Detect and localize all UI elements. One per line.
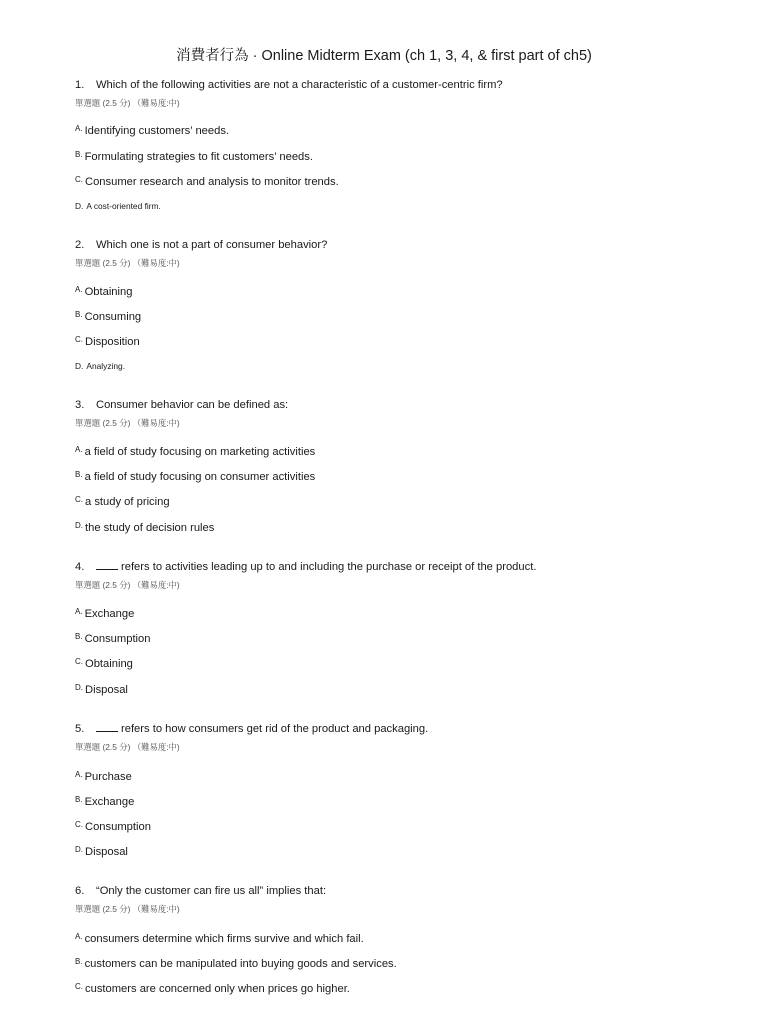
question-meta: 單選題 (2.5 分) （難易度:中)	[75, 904, 180, 914]
option-letter: A.	[75, 770, 83, 779]
option-letter: A.	[75, 124, 83, 133]
question-5	[75, 721, 715, 858]
option-letter: D.	[75, 201, 84, 211]
option-text: Obtaining	[85, 658, 133, 670]
option-a[interactable]	[75, 282, 132, 300]
question-prompt	[75, 559, 715, 575]
option-a[interactable]	[75, 442, 315, 460]
option-c[interactable]	[75, 654, 133, 672]
option-b[interactable]	[75, 307, 141, 325]
option-letter: C.	[75, 335, 83, 344]
option-text: Disposal	[85, 684, 128, 696]
option-text: the study of decision rules	[85, 522, 215, 534]
question-number: 1.	[75, 79, 85, 91]
option-letter: B.	[75, 470, 83, 479]
option-b[interactable]	[75, 147, 313, 165]
option-b[interactable]	[75, 792, 134, 810]
question-meta: 單選題 (2.5 分) （難易度:中)	[75, 98, 180, 108]
fill-in-blank	[96, 559, 118, 570]
option-c[interactable]	[75, 492, 170, 510]
option-a[interactable]	[75, 767, 132, 785]
option-text: a field of study focusing on marketing activities	[84, 446, 316, 458]
option-letter: D.	[75, 521, 83, 530]
option-text: customers can be manipulated into buying goods and services.	[84, 958, 397, 970]
option-letter: B.	[75, 957, 83, 966]
option-letter: A.	[75, 932, 83, 941]
option-text: A cost-oriented firm.	[86, 201, 161, 211]
question-text: Which one is not a part of consumer behavior?	[96, 239, 328, 251]
question-prompt	[75, 237, 715, 253]
option-text: a field of study focusing on consumer activities	[84, 471, 316, 483]
option-text: Disposition	[85, 336, 140, 348]
question-prompt	[75, 721, 715, 737]
option-letter: B.	[75, 310, 83, 319]
option-b[interactable]	[75, 467, 315, 485]
question-3	[75, 397, 715, 534]
option-letter: D.	[75, 361, 84, 371]
option-d[interactable]	[75, 357, 125, 374]
option-text: Exchange	[84, 796, 135, 808]
option-c[interactable]	[75, 817, 151, 835]
option-letter: C.	[75, 657, 83, 666]
option-text: Consumption	[85, 821, 151, 833]
option-d[interactable]	[75, 680, 128, 698]
option-text: Obtaining	[84, 286, 133, 298]
option-text: customers are concerned only when prices go higher.	[85, 983, 350, 995]
option-b[interactable]	[75, 629, 150, 647]
exam-title: 消費者行為 · Online Midterm Exam (ch 1, 3, 4, & first part of ch5)	[176, 48, 592, 64]
option-letter: B.	[75, 632, 83, 641]
question-2	[75, 237, 715, 371]
question-number: 2.	[75, 239, 85, 251]
option-letter: A.	[75, 445, 83, 454]
question-text: Which of the following activities are not a characteristic of a customer-centric firm?	[96, 79, 503, 91]
question-text: refers to how consumers get rid of the product and packaging.	[121, 723, 429, 735]
question-number: 4.	[75, 561, 85, 573]
option-text: Disposal	[85, 846, 128, 858]
option-d[interactable]	[75, 842, 128, 860]
question-meta: 單選題 (2.5 分) （難易度:中)	[75, 258, 180, 268]
option-text: Consumer research and analysis to monitor trends.	[85, 176, 339, 188]
question-text: “Only the customer can fire us all” implies that:	[96, 885, 327, 897]
option-text: consumers determine which firms survive and which fail.	[84, 933, 364, 945]
option-b[interactable]	[75, 954, 397, 972]
question-meta: 單選題 (2.5 分) （難易度:中)	[75, 742, 180, 752]
option-text: Exchange	[84, 608, 135, 620]
question-prompt	[75, 397, 715, 413]
question-text: refers to activities leading up to and including the purchase or receipt of the product.	[121, 561, 537, 573]
option-text: Analyzing.	[86, 361, 126, 371]
option-text: Consumption	[84, 633, 151, 645]
option-a[interactable]	[75, 929, 364, 947]
option-d[interactable]	[75, 518, 214, 536]
option-text: Consuming	[84, 311, 142, 323]
option-letter: D.	[75, 845, 83, 854]
option-text: a study of pricing	[85, 496, 170, 508]
option-letter: C.	[75, 820, 83, 829]
question-number: 6.	[75, 885, 85, 897]
option-letter: A.	[75, 607, 83, 616]
option-letter: B.	[75, 795, 83, 804]
question-1	[75, 77, 715, 211]
option-letter: A.	[75, 285, 83, 294]
option-a[interactable]	[75, 604, 134, 622]
option-text: Identifying customers’ needs.	[84, 125, 230, 137]
option-letter: B.	[75, 150, 83, 159]
question-6	[75, 883, 715, 995]
option-letter: C.	[75, 175, 83, 184]
question-4	[75, 559, 715, 696]
option-c[interactable]	[75, 979, 350, 997]
question-meta: 單選題 (2.5 分) （難易度:中)	[75, 580, 180, 590]
question-prompt	[75, 883, 715, 899]
option-c[interactable]	[75, 172, 339, 190]
option-d[interactable]	[75, 197, 161, 214]
question-number: 3.	[75, 399, 85, 411]
option-letter: C.	[75, 982, 83, 991]
option-letter: C.	[75, 495, 83, 504]
question-prompt	[75, 77, 715, 93]
question-number: 5.	[75, 723, 85, 735]
fill-in-blank	[96, 721, 118, 732]
question-text: Consumer behavior can be defined as:	[96, 399, 289, 411]
option-text: Formulating strategies to fit customers’ needs.	[84, 151, 313, 163]
option-a[interactable]	[75, 121, 229, 139]
option-letter: D.	[75, 683, 83, 692]
question-meta: 單選題 (2.5 分) （難易度:中)	[75, 418, 180, 428]
option-c[interactable]	[75, 332, 140, 350]
option-text: Purchase	[84, 771, 132, 783]
